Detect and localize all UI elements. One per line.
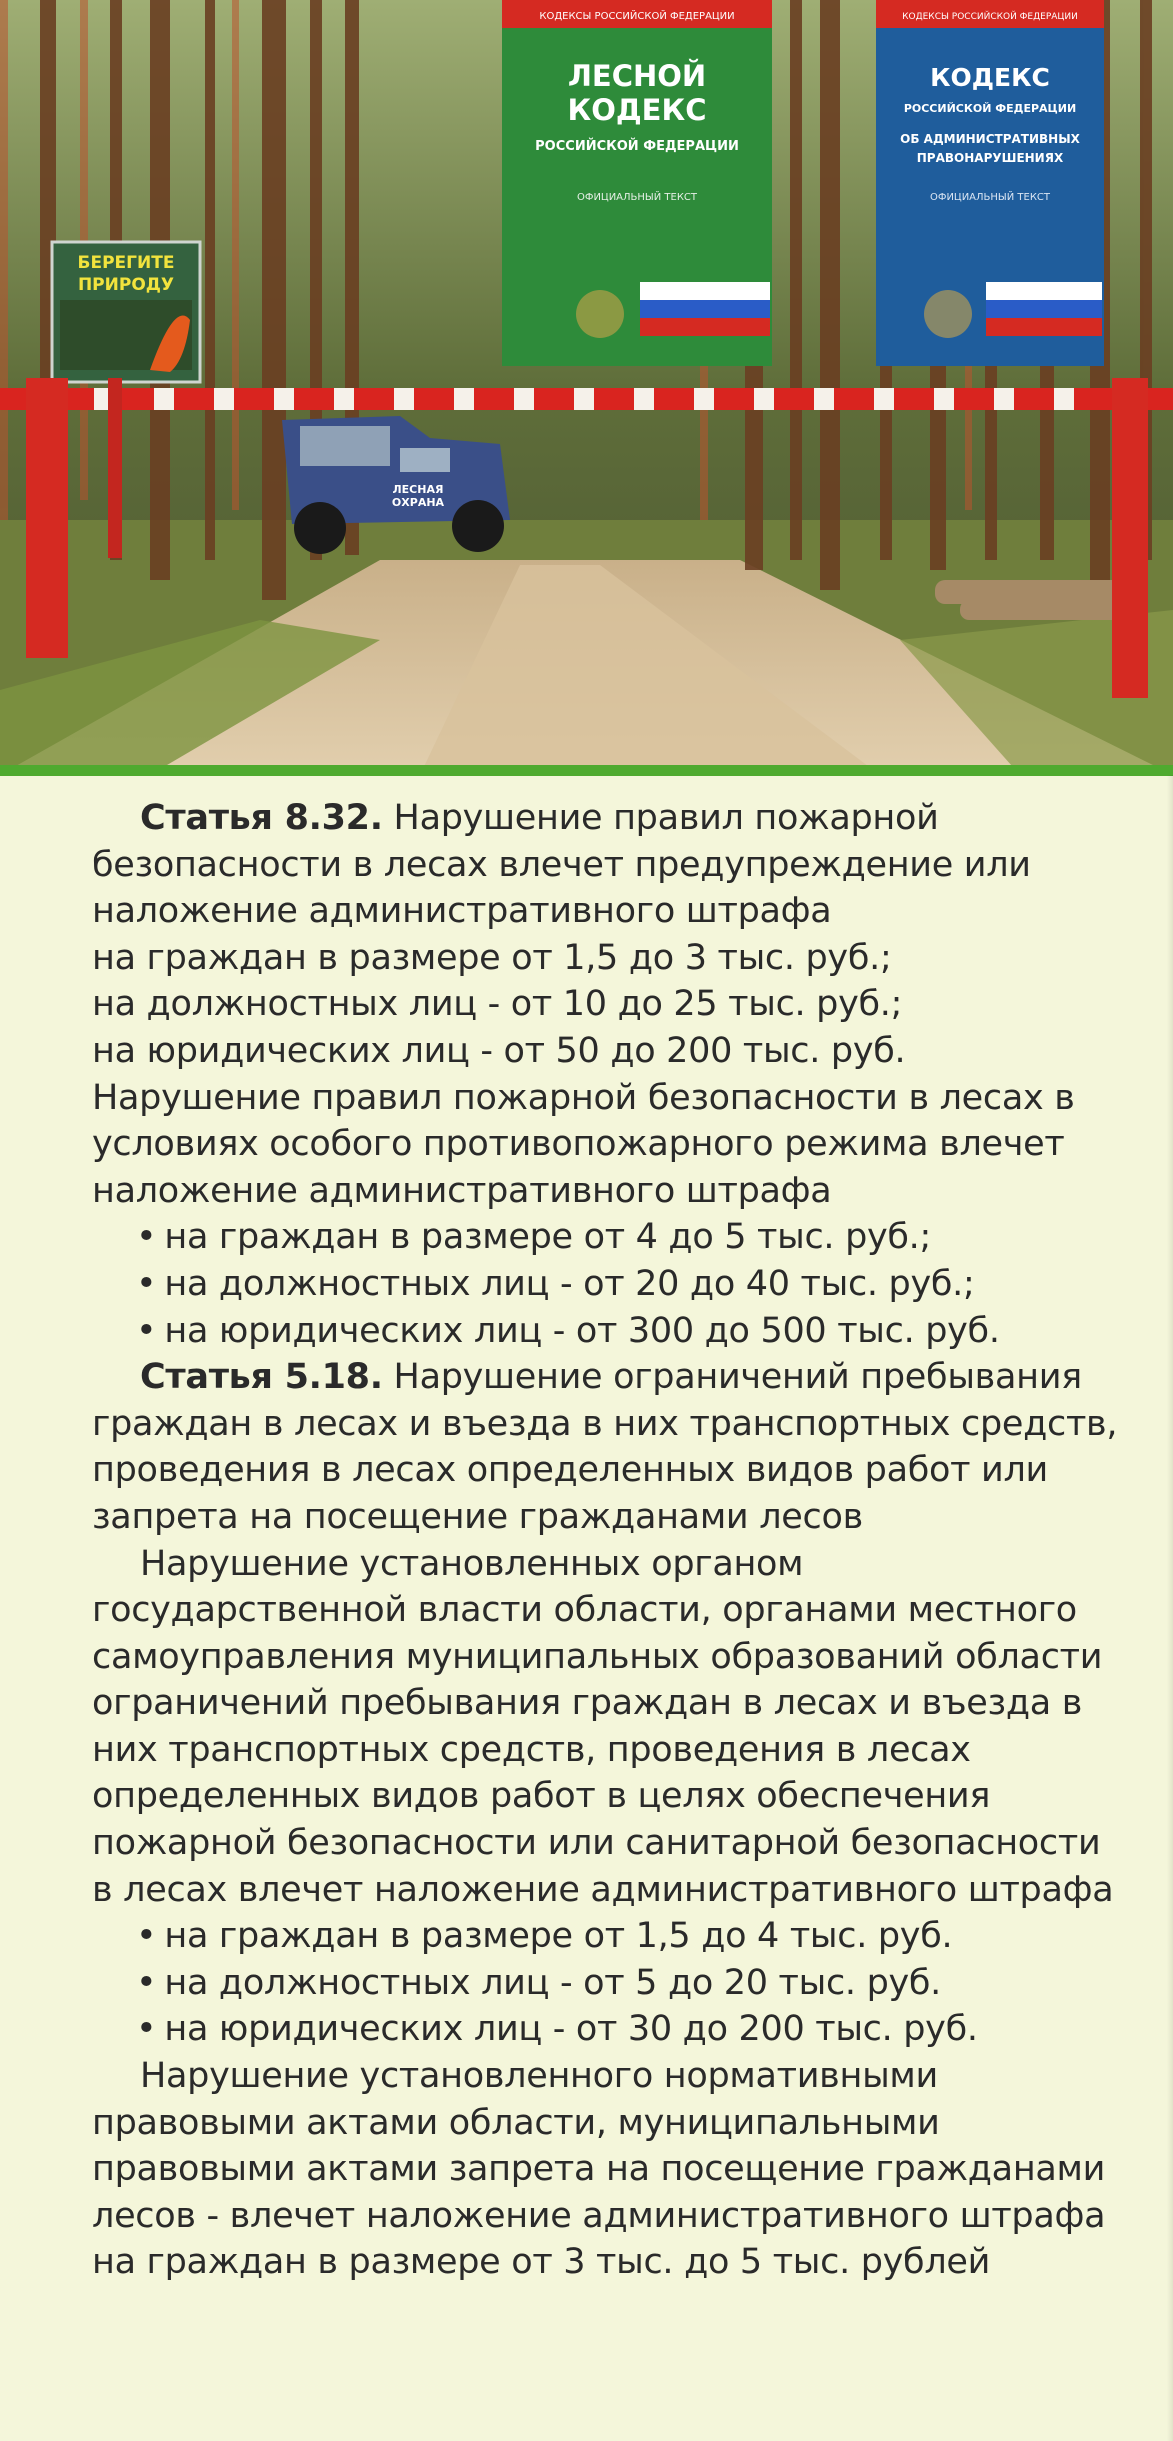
paragraph-line: правовыми актами области, муниципальными — [92, 2102, 940, 2143]
paragraph-line: в лесах влечет наложение административного штрафа — [92, 1869, 1114, 1910]
admin-book-subtitle2: ОБ АДМИНИСТРАТИВНЫХ — [900, 132, 1080, 146]
forest-code-book — [502, 0, 772, 366]
article-832-line4: на граждан в размере от 1,5 до 3 тыс. руб.; — [92, 937, 892, 978]
paragraph-line: определенных видов работ в целях обеспечения — [92, 1776, 991, 1817]
article-832-line9: наложение административного штрафа — [92, 1170, 832, 1211]
vehicle-label-line2: ОХРАНА — [391, 496, 445, 509]
article-518-line1: Нарушение ограничений пребывания — [382, 1357, 1082, 1398]
paragraph-line: самоуправления муниципальных образований области — [92, 1636, 1103, 1677]
forest-book-subtitle: РОССИЙСКОЙ ФЕДЕРАЦИИ — [535, 139, 739, 154]
paragraph-line: Нарушение установленных органом — [140, 1543, 804, 1584]
warning-sign — [52, 242, 200, 382]
paragraph-line: государственной власти области, органами местного — [92, 1590, 1077, 1631]
admin-code-book — [876, 0, 1104, 366]
forest-book-official: ОФИЦИАЛЬНЫЙ ТЕКСТ — [576, 192, 698, 203]
page-edge-shadow — [1167, 775, 1173, 2441]
sign-line2: ПРИРОДУ — [77, 275, 175, 295]
article-518-heading-line — [92, 1354, 1132, 1401]
main-text — [92, 795, 1132, 2286]
paragraph-line: них транспортных средств, проведения в лесах — [92, 1729, 971, 1770]
forest-book-title2: КОДЕКС — [567, 93, 707, 127]
paragraph-line: правовыми актами запрета на посещение гражданами — [92, 2149, 1106, 2190]
article-832-line3: наложение административного штрафа — [92, 891, 832, 932]
admin-book-title: КОДЕКС — [930, 63, 1050, 92]
green-divider — [0, 765, 1173, 776]
article-832-line2: безопасности в лесах влечет предупреждение или — [92, 844, 1031, 885]
paragraph-line: на граждан в размере от 3 тыс. до 5 тыс. рублей — [92, 2242, 991, 2283]
admin-book-header: КОДЕКСЫ РОССИЙСКОЙ ФЕДЕРАЦИИ — [902, 12, 1078, 22]
article-832-line5: на должностных лиц - от 10 до 25 тыс. руб.; — [92, 984, 903, 1025]
forest-book-title1: ЛЕСНОЙ — [567, 59, 707, 93]
paragraph-line: ограничений пребывания граждан в лесах и въезда в — [92, 1683, 1083, 1724]
article-518-line2: граждан в лесах и въезда в них транспортных средств, — [92, 1403, 1118, 1444]
list-item: • на граждан в размере от 1,5 до 4 тыс. руб. — [92, 1913, 1132, 1960]
forest-book-header: КОДЕКСЫ РОССИЙСКОЙ ФЕДЕРАЦИИ — [539, 11, 735, 22]
paragraph-line: Нарушение установленного нормативными — [140, 2056, 938, 2097]
article-832-line6: на юридических лиц - от 50 до 200 тыс. руб. — [92, 1030, 906, 1071]
list-item: • на граждан в размере от 4 до 5 тыс. руб.; — [92, 1214, 1132, 1261]
list-item: • на должностных лиц - от 5 до 20 тыс. руб. — [92, 1960, 1132, 2007]
article-832-title: Статья 8.32. — [140, 798, 383, 838]
list-item: • на должностных лиц - от 20 до 40 тыс. руб.; — [92, 1261, 1132, 1308]
list-item: • на юридических лиц - от 300 до 500 тыс. руб. — [92, 1308, 1132, 1355]
article-518-title: Статья 5.18. — [140, 1357, 383, 1398]
sign-line1: БЕРЕГИТЕ — [77, 253, 175, 273]
admin-book-subtitle1: РОССИЙСКОЙ ФЕДЕРАЦИИ — [903, 102, 1077, 115]
admin-book-subtitle3: ПРАВОНАРУШЕНИЯХ — [916, 151, 1064, 165]
admin-book-official: ОФИЦИАЛЬНЫЙ ТЕКСТ — [929, 192, 1051, 203]
article-832-heading-line — [92, 795, 1132, 842]
vehicle-label-line1: ЛЕСНАЯ — [392, 483, 444, 496]
article-832-line1: Нарушение правил пожарной — [382, 798, 939, 838]
paragraph-line: пожарной безопасности или санитарной безопасности — [92, 1823, 1101, 1864]
article-832-line7: Нарушение правил пожарной безопасности в лесах в — [92, 1077, 1075, 1118]
article-832-line8: условиях особого противопожарного режима влечет — [92, 1124, 1065, 1165]
paragraph-line: лесов - влечет наложение административного штрафа — [92, 2195, 1106, 2236]
article-518-line4: запрета на посещение гражданами лесов — [92, 1496, 863, 1537]
forest-photo — [0, 0, 1173, 775]
article-518-line3: проведения в лесах определенных видов работ или — [92, 1450, 1049, 1491]
list-item: • на юридических лиц - от 30 до 200 тыс. руб. — [92, 2006, 1132, 2053]
